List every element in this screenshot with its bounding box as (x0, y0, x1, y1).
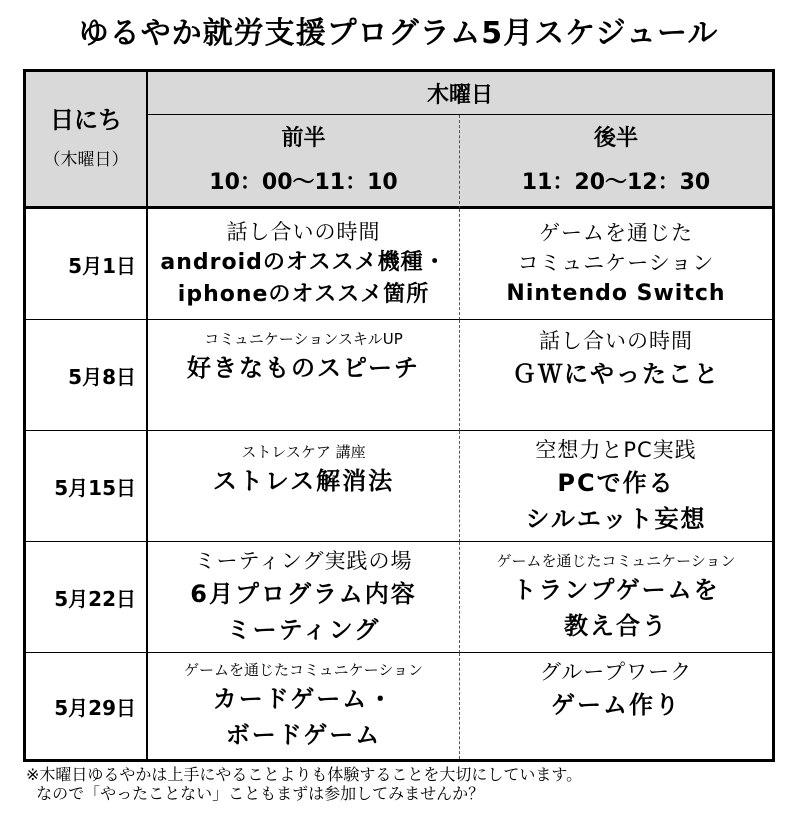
row-date: 5月8日 (26, 320, 148, 431)
session-subtitle: ゲームを通じたコミュニケーション (183, 661, 424, 679)
session-cell (148, 320, 460, 431)
first-half-label: 前半 (281, 125, 326, 151)
session-title: シルエット妄想 (525, 505, 707, 533)
session-title: 教え合う (564, 612, 668, 640)
date-column-header (26, 72, 148, 209)
row-date: 5月29日 (26, 653, 148, 759)
session-subtitle: ゲームを通じた (539, 221, 693, 245)
session-cell (460, 542, 772, 653)
footnote-line-1: ※木曜日ゆるやかは上手にやることよりも体験することを大切にしています。 (26, 765, 583, 784)
session-subtitle: ミーティング実践の場 (194, 549, 413, 573)
session-title: トランプゲームを (512, 576, 720, 604)
session-subtitle: ストレスケア 講座 (241, 443, 366, 461)
first-half-time: 10：00～11：10 (209, 169, 398, 195)
session-title: ストレス解消法 (212, 467, 395, 495)
session-subtitle: ゲームを通じたコミュニケーション (496, 552, 736, 570)
session-cell (460, 320, 772, 431)
page-title: ゆるやか就労支援プログラム5月スケジュール (78, 16, 719, 51)
footnote (26, 765, 582, 803)
session-title: ゲーム作り (551, 691, 681, 719)
session-title: Nintendo Switch (506, 281, 726, 306)
session-cell (148, 209, 460, 320)
session-subtitle: 話し合いの時間 (226, 220, 381, 244)
second-half-header (460, 115, 772, 209)
row-date: 5月1日 (26, 209, 148, 320)
footnote-line-2: なので「やったことない」こともまずは参加してみませんか？ (36, 784, 485, 803)
date-label: 日にち (50, 106, 122, 134)
date-sub-label: （木曜日） (43, 150, 129, 170)
second-half-label: 後半 (593, 125, 638, 151)
session-title: PCで作る (557, 469, 675, 497)
session-title: ＧＷにやったこと (512, 360, 720, 388)
session-subtitle: コミュニケーションスキルUP (204, 330, 403, 348)
session-title: カードゲーム・ (212, 685, 395, 713)
session-title: ミーティング (226, 616, 381, 644)
session-subtitle: 空想力とPC実践 (535, 438, 697, 462)
row-date: 5月22日 (26, 542, 148, 653)
second-half-time: 11：20～12：30 (521, 169, 711, 195)
day-header: 木曜日 (148, 72, 772, 115)
schedule-table (23, 69, 775, 762)
session-cell (148, 653, 460, 759)
session-subtitle: コミュニケーション (517, 251, 715, 275)
session-cell (460, 209, 772, 320)
session-cell (460, 431, 772, 542)
session-subtitle: グループワーク (539, 660, 693, 684)
session-title: androidのオススメ機種・ (160, 250, 447, 275)
session-title: 好きなものスピーチ (186, 354, 421, 382)
row-date: 5月15日 (26, 431, 148, 542)
session-cell (460, 653, 772, 759)
first-half-header (148, 115, 460, 209)
session-cell (148, 542, 460, 653)
session-title: 6月プログラム内容 (190, 580, 417, 608)
session-title: iphoneのオススメ箇所 (177, 282, 430, 307)
session-cell (148, 431, 460, 542)
session-title: ボードゲーム (225, 721, 382, 749)
session-subtitle: 話し合いの時間 (539, 329, 693, 353)
